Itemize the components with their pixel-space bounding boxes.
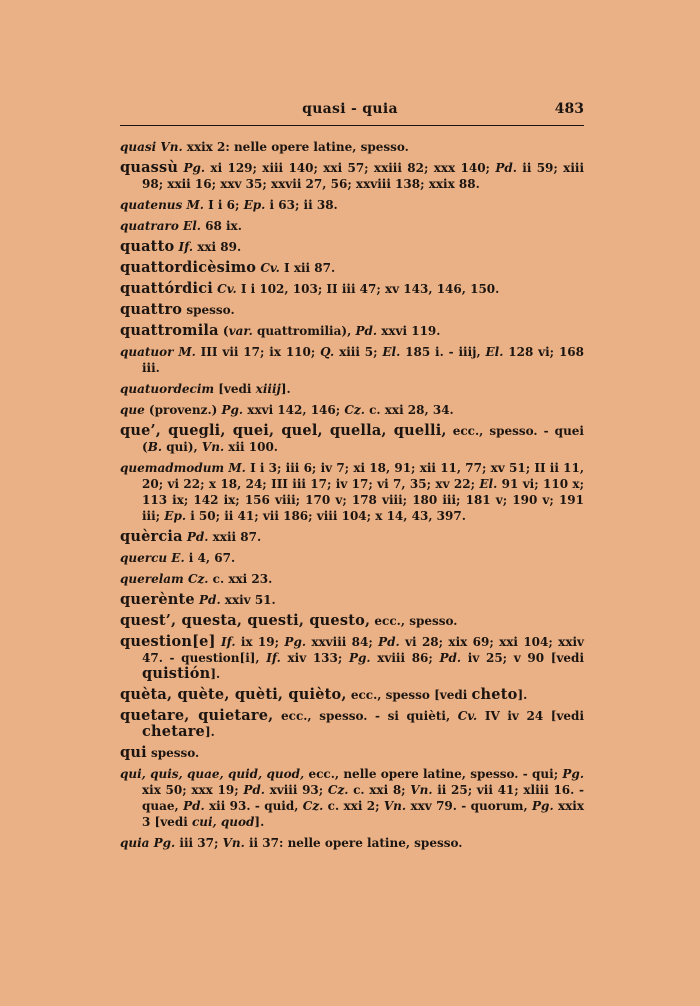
entry-quemadmodum	[120, 460, 584, 524]
entry-text: [vedi	[214, 382, 256, 396]
entry-text: var.	[228, 324, 253, 338]
entry-text: 185 i. - iiij,	[400, 345, 486, 359]
headword: quatenus	[120, 198, 183, 212]
entry-text: c. xxi 28, 34.	[364, 403, 454, 417]
entry-text: I xii 87.	[279, 261, 336, 275]
headword: quattordicèsimo	[120, 259, 257, 276]
entry-text: Vn.	[160, 140, 183, 154]
entry-text: vi 28; xix 69; xxi 104; xxiv 47. - question[i],	[142, 635, 585, 665]
entry-quercia	[120, 529, 584, 545]
entry-text: i 4, 67.	[184, 551, 236, 565]
entry-text: Pd.	[439, 651, 462, 665]
entry-text: Cz.	[327, 783, 349, 797]
entry-text: Pg.	[348, 651, 371, 665]
entry-text: ecc., spesso. - quei (	[142, 424, 584, 454]
entry-text: Pd.	[199, 593, 221, 607]
headword: que’, quegli, quei, quel, quella, quelli,	[120, 422, 447, 439]
entry-quatenus	[120, 197, 584, 213]
entry-text: xii 93. - quid,	[204, 799, 303, 813]
entry-text: xii 100.	[224, 440, 278, 454]
running-head: quasi - quia	[302, 101, 398, 117]
entry-text: ix 19;	[235, 635, 285, 649]
entry-text: Cv.	[260, 261, 280, 275]
headword: quattromila	[120, 322, 219, 339]
entry-text: ].	[517, 688, 528, 702]
entry-text: Pg.	[532, 799, 554, 813]
entry-text: ii 25; vii 41; xliii 16. - quae,	[142, 783, 584, 813]
headword: quatto	[120, 238, 175, 255]
entry-quatuordecim	[120, 381, 584, 397]
entry-text: xxvi 142, 146;	[243, 403, 345, 417]
entry-text: xxvi 119.	[377, 324, 441, 338]
entry-text: If.	[221, 635, 236, 649]
headword: question[e]	[120, 633, 216, 650]
headword: quetare, quietare,	[120, 707, 274, 724]
entry-text: c. xxi 2;	[323, 799, 384, 813]
entry-text: xviii 86;	[370, 651, 440, 665]
entry-text: Pg.	[284, 635, 307, 649]
headword: quercu	[120, 551, 168, 565]
headword: querelam	[120, 572, 184, 586]
entry-text: El.	[382, 345, 401, 359]
entry-quattordici	[120, 281, 584, 297]
entry-queta	[120, 687, 584, 703]
entry-quatto	[120, 239, 584, 255]
entry-text: ecc., nelle opere latine, spesso. - qui;	[304, 767, 563, 781]
entry-text: xxviii 84;	[306, 635, 379, 649]
entry-text: Pd.	[183, 799, 205, 813]
headword: quattro	[120, 301, 183, 318]
headword: quistión	[142, 665, 211, 682]
entry-quercu	[120, 550, 584, 566]
entry-text: Pd.	[355, 324, 378, 338]
entry-text: 128 vi; 168 iii.	[142, 345, 584, 375]
headword: que	[120, 403, 145, 417]
entry-quatuor	[120, 344, 584, 376]
entry-text: 68 ix.	[200, 219, 242, 233]
headword: quia	[120, 836, 150, 850]
entry-text: El.	[183, 219, 201, 233]
headword: cui, quod	[191, 815, 255, 829]
entry-text: spesso.	[182, 303, 235, 317]
entry-text: 91 vi; 110 x; 113 ix; 142 ix; 156 viii; 170 v; 178 viii; 180 iii; 181 v; 190 v; 191 iii;	[142, 477, 584, 523]
entry-text: xiii 5;	[334, 345, 383, 359]
headword: quemadmodum	[120, 461, 225, 475]
entry-text: If.	[178, 240, 194, 254]
entry-text: spesso.	[146, 746, 200, 760]
entry-text: c. xxi 8;	[348, 783, 411, 797]
entry-text: Vn.	[222, 836, 245, 850]
entry-text: Pg.	[153, 836, 176, 850]
entry-text: Vn.	[201, 440, 225, 454]
entry-text: I i 6;	[203, 198, 244, 212]
headword: quassù	[120, 159, 179, 176]
entry-qui	[120, 745, 584, 761]
entry-text: ii 37: nelle opere latine, spesso.	[244, 836, 463, 850]
headword: quasi	[120, 140, 157, 154]
entry-text: III vii 17; ix 110;	[195, 345, 321, 359]
headword: quatraro	[120, 219, 179, 233]
entry-text: ecc., spesso.	[370, 614, 458, 628]
headword: quest’, questa, questi, questo,	[120, 612, 371, 629]
entry-querelam	[120, 571, 584, 587]
entry-text: I i 102, 103; II iii 47; xv 143, 146, 150.	[236, 282, 500, 296]
entry-text: ii 59; xiii 98; xxii 16; xxv 35; xxvii 27, 56; xxviii 138; xxix 88.	[142, 161, 584, 191]
entry-quasi	[120, 139, 584, 155]
entry-text: xxix 3 [vedi	[142, 799, 584, 829]
entry-text: Cv.	[217, 282, 237, 296]
entry-quatraro	[120, 218, 584, 234]
entry-text: xi 129; xiii 140; xxi 57; xxiii 82; xxx 140;	[205, 161, 496, 175]
entry-que-apostrophe	[120, 423, 584, 455]
entry-text: B.	[147, 440, 163, 454]
entry-text: Cz.	[187, 572, 209, 586]
entry-que	[120, 402, 584, 418]
entry-list	[120, 139, 584, 856]
entry-text: Pg.	[221, 403, 244, 417]
entry-text: ].	[254, 815, 265, 829]
entry-qui-latin	[120, 766, 584, 830]
entry-text: c. xxi 23.	[208, 572, 273, 586]
entry-text: M.	[186, 198, 204, 212]
entry-text: Cz.	[302, 799, 324, 813]
headword: qui	[120, 744, 147, 761]
entry-text: ].	[210, 667, 221, 681]
headword: quattórdici	[120, 280, 213, 297]
headword: querènte	[120, 591, 195, 608]
entry-text: xxiv 51.	[220, 593, 276, 607]
entry-text: Pd.	[495, 161, 517, 175]
entry-text: i 50; ii 41; vii 186; viii 104; x 14, 43, 397.	[186, 509, 466, 523]
headword: quatuordecim	[120, 382, 215, 396]
entry-text: xxi 89.	[193, 240, 242, 254]
entry-text: xxv 79. - quorum,	[406, 799, 533, 813]
entry-text: I i 3; iii 6; iv 7; xi 18, 91; xii 11, 77; xv 51; II ii 11, 20; vi 22; x 18, 24; III iii 17; iv 17; vi 7, 35; xv 22;	[142, 461, 585, 491]
entry-text: M.	[228, 461, 246, 475]
headword: quèta, quète, quèti, quièto,	[120, 686, 347, 703]
entry-text: (provenz.)	[144, 403, 222, 417]
entry-text: Pd.	[243, 783, 265, 797]
entry-text: Q.	[320, 345, 335, 359]
entry-text: xix 50; xxx 19;	[142, 783, 244, 797]
entry-quattro	[120, 302, 584, 318]
entry-quassu	[120, 160, 584, 192]
entry-text: qui),	[162, 440, 202, 454]
entry-text: Pd.	[186, 530, 209, 544]
entry-text: ].	[280, 382, 291, 396]
entry-text: Pg.	[562, 767, 584, 781]
entry-quattordicesimo	[120, 260, 584, 276]
entry-text: El.	[485, 345, 504, 359]
entry-text: i 63; ii 38.	[265, 198, 338, 212]
entry-text: xxix 2: nelle opere latine, spesso.	[182, 140, 409, 154]
entry-text: Pg.	[183, 161, 206, 175]
entry-question	[120, 634, 584, 682]
entry-text: Ep.	[243, 198, 266, 212]
entry-text: (	[218, 324, 229, 338]
entry-text: IV iv 24 [vedi	[477, 709, 584, 723]
entry-text: If.	[266, 651, 281, 665]
headword: quèrcia	[120, 528, 183, 545]
entry-text: Pd.	[378, 635, 400, 649]
entry-quattromila	[120, 323, 584, 339]
entry-quetare	[120, 708, 584, 740]
entry-text: Cv.	[457, 709, 478, 723]
entry-text: Vn.	[410, 783, 433, 797]
headword: chetare	[142, 723, 205, 740]
entry-querente	[120, 592, 584, 608]
entry-text: ].	[204, 725, 215, 739]
headword: cheto	[471, 686, 518, 703]
entry-text: Ep.	[164, 509, 187, 523]
entry-quia	[120, 835, 584, 851]
entry-quest	[120, 613, 584, 629]
page-number: 483	[554, 101, 584, 117]
entry-text: xiiij	[255, 382, 281, 396]
entry-text: E.	[171, 551, 185, 565]
entry-text: Cz.	[344, 403, 365, 417]
entry-text: ecc., spesso [vedi	[346, 688, 472, 702]
entry-text: ecc., spesso. - si quièti,	[273, 709, 458, 723]
entry-text: M.	[178, 345, 196, 359]
entry-text: iii 37;	[175, 836, 223, 850]
entry-text: quattromilia),	[252, 324, 356, 338]
header-rule	[120, 125, 584, 126]
entry-text: xxii 87.	[208, 530, 262, 544]
entry-text: xviii 93;	[264, 783, 328, 797]
entry-text: Vn.	[383, 799, 407, 813]
entry-text: xiv 133;	[280, 651, 349, 665]
entry-text: iv 25; v 90 [vedi	[461, 651, 584, 665]
headword: qui, quis, quae, quid, quod,	[120, 767, 305, 781]
entry-text: El.	[479, 477, 498, 491]
headword: quatuor	[120, 345, 174, 359]
